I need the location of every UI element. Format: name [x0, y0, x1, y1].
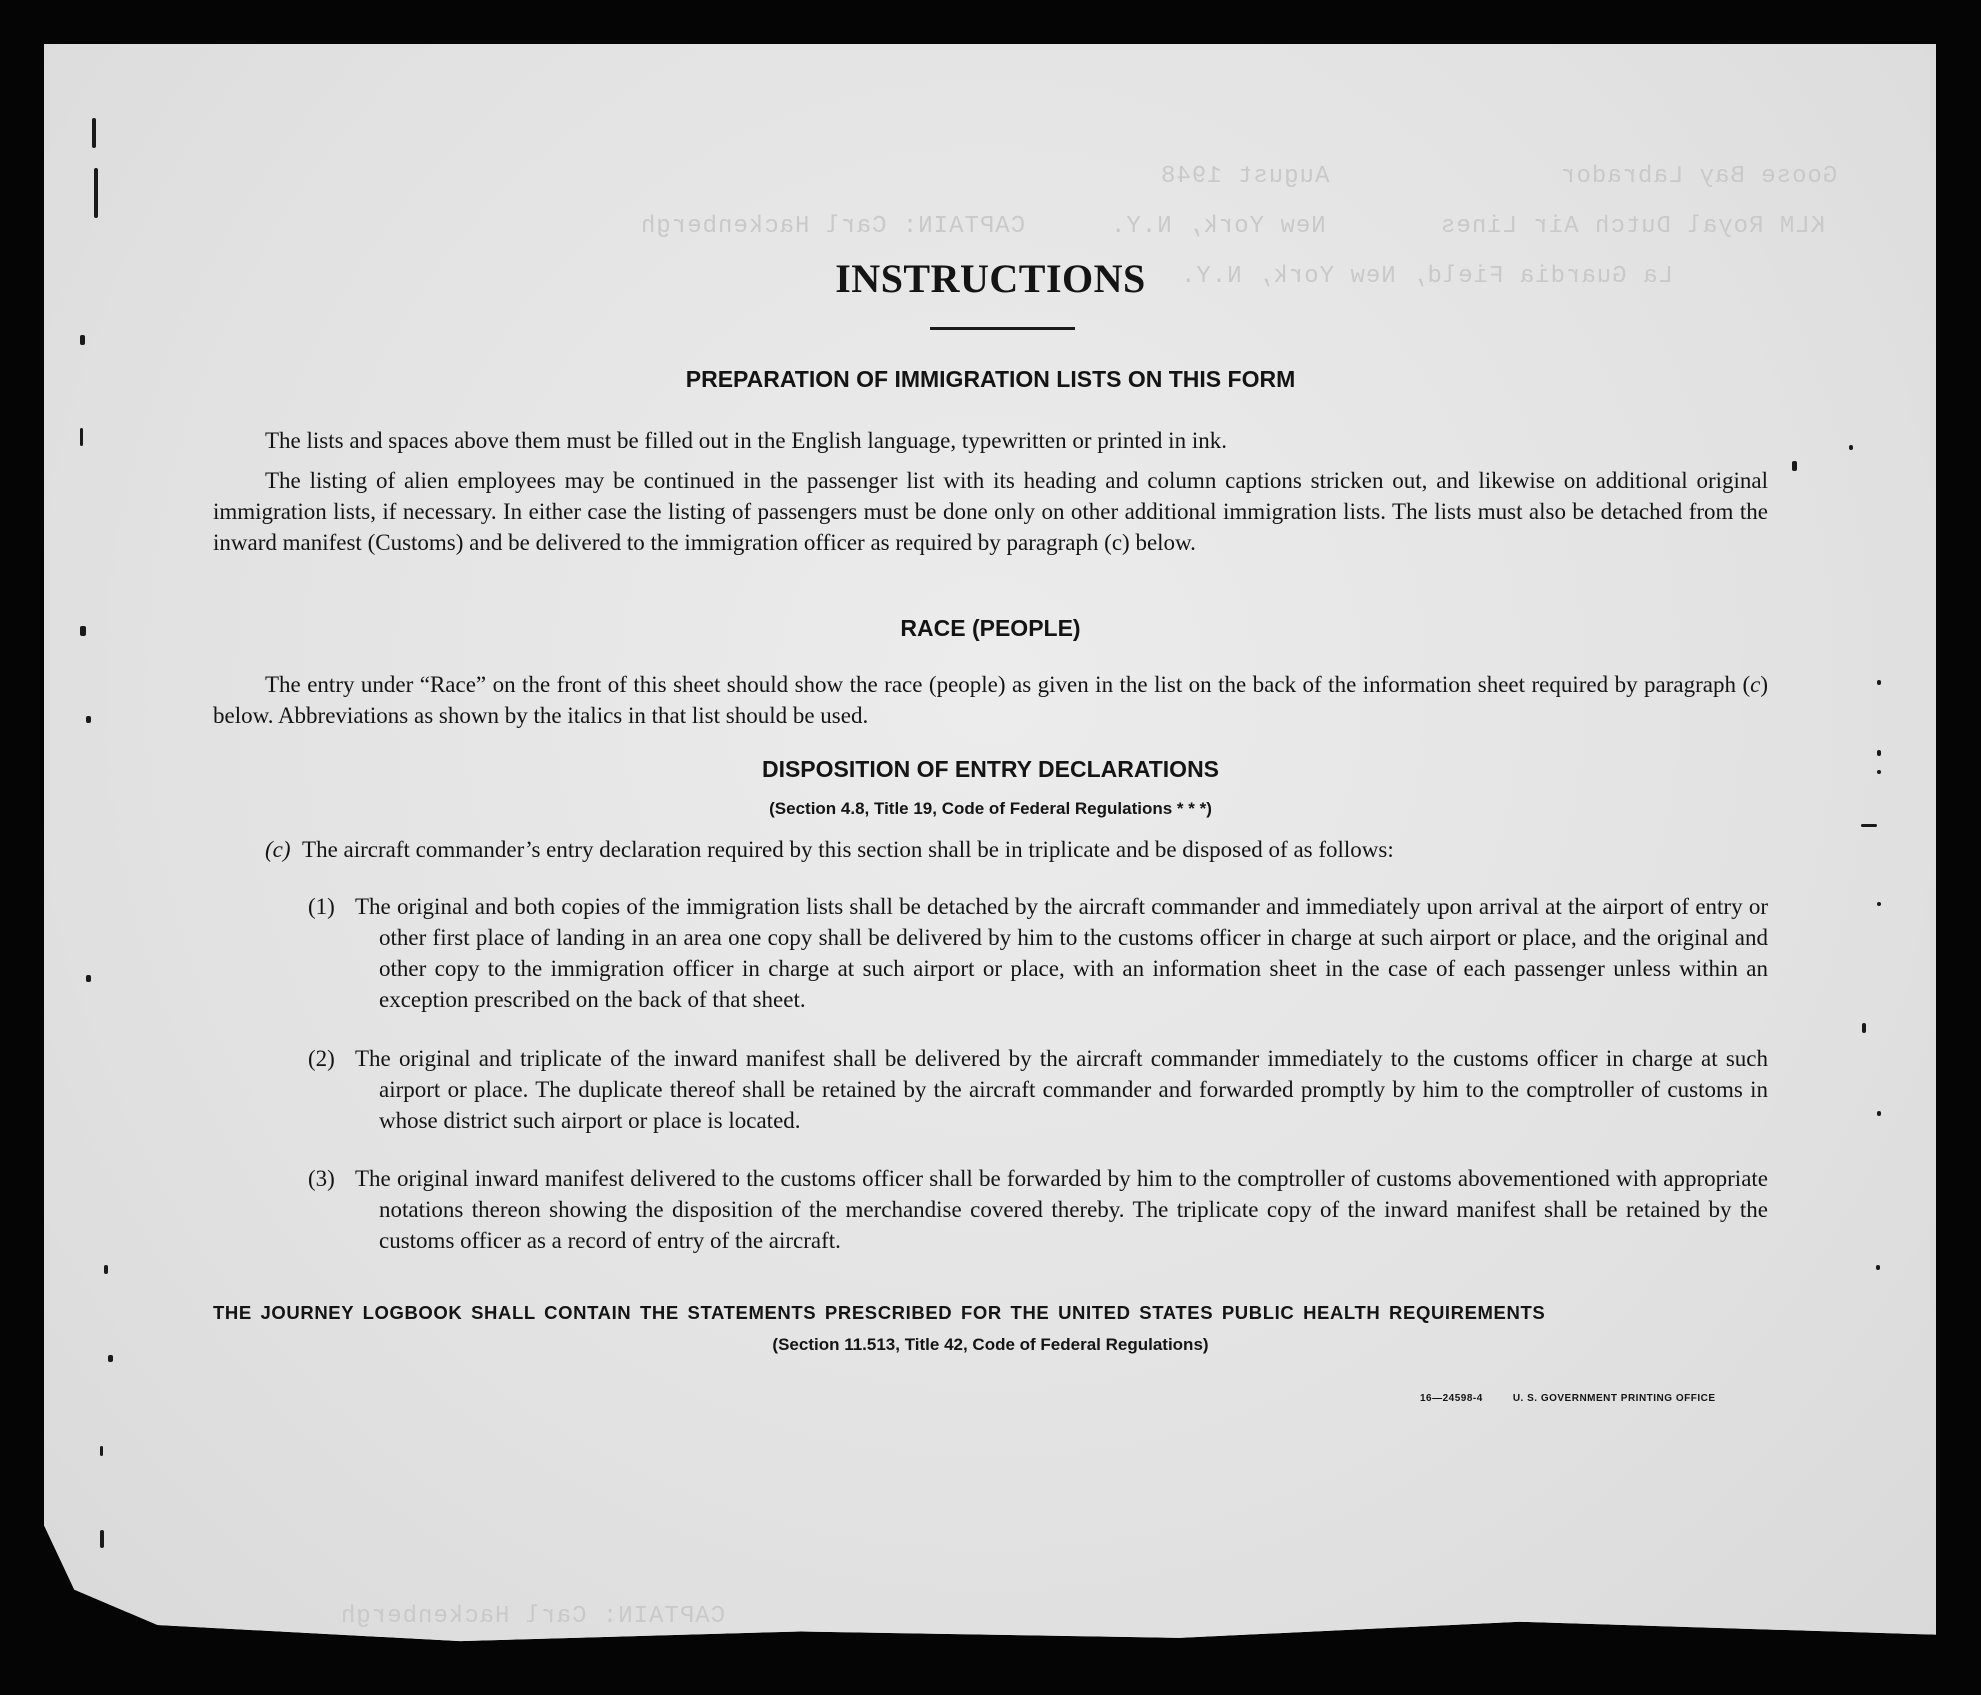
printing-imprint	[1420, 1393, 1716, 1404]
bleed-through-text: CAPTAIN: Carl Hackenbergh	[340, 1603, 726, 1630]
footer-statement: THE JOURNEY LOGBOOK SHALL CONTAIN THE STATEMENTS PRESCRIBED FOR THE UNITED STATES PUBLIC HEALTH REQUIREMENTS	[213, 1302, 1546, 1323]
item-text: The original and triplicate of the inward manifest shall be delivered by the aircraft commander immediately to the customs officer in charge at such airport or place. The duplicate thereof shall be retained by the aircraft commander and forwarded promptly by him to the comptroller of customs in whose district such airport or place is located.	[355, 1046, 1768, 1133]
disposition-item-3	[308, 1163, 1768, 1256]
intro-text: The aircraft commander’s entry declaration required by this section shall be in triplicate and be disposed of as follows:	[302, 837, 1394, 862]
section-heading-preparation: PREPARATION OF IMMIGRATION LISTS ON THIS FORM	[685, 366, 1296, 392]
race-text-b: ) below. Abbreviations as shown by the italics in that list should be used.	[213, 672, 1768, 728]
bleed-through-text: La Guardia Field, New York, N.Y.	[1180, 263, 1673, 290]
print-code: 16—24598-4	[1420, 1393, 1483, 1404]
bleed-through-text: August 1948	[1160, 163, 1330, 190]
disposition-item-2	[308, 1043, 1768, 1136]
item-text: The original inward manifest delivered to the customs officer shall be forwarded by him to the comptroller of customs abovementioned with appropriate notations thereon showing the disposition of the merchandise covered thereby. The triplicate copy of the inward manifest shall be retained by the customs officer as a record of entry of the aircraft.	[355, 1166, 1768, 1253]
page-title: INSTRUCTIONS	[835, 256, 1146, 301]
race-text-a: The entry under “Race” on the front of this sheet should show the race (people) as given in the list on the back of the information sheet required by paragraph (	[265, 672, 1751, 697]
printer-name: U. S. GOVERNMENT PRINTING OFFICE	[1512, 1393, 1716, 1404]
item-number: (3)	[308, 1166, 335, 1191]
section-heading-race: RACE (PEOPLE)	[900, 615, 1081, 641]
disposition-item-1	[308, 891, 1768, 1015]
disposition-citation: (Section 4.8, Title 19, Code of Federal Regulations * * *)	[769, 799, 1212, 818]
bleed-through-text: CAPTAIN: Carl Hackenbergh	[640, 213, 1026, 240]
race-text-c: c	[1750, 672, 1761, 697]
item-number: (2)	[308, 1046, 335, 1071]
bleed-through-text: Goose Bay Labrador	[1560, 163, 1838, 190]
intro-label: (c)	[265, 837, 291, 862]
preparation-paragraph-1: The lists and spaces above them must be filled out in the English language, typewritten or printed in ink.	[265, 428, 1227, 453]
item-number: (1)	[308, 894, 335, 919]
title-underline	[930, 327, 1075, 330]
bleed-through-text: KLM Royal Dutch Air Lines	[1440, 213, 1826, 240]
race-paragraph	[213, 669, 1768, 731]
disposition-intro	[265, 834, 1765, 865]
bleed-through-text: New York, N.Y.	[1110, 213, 1326, 240]
item-text: The original and both copies of the immigration lists shall be detached by the aircraft commander and immediately upon arrival at the airport of entry or other first place of landing in an area one copy shall be delivered by him to the customs officer in charge at such airport or place, and the original and other copy to the immigration officer in charge at such airport or place, with an information sheet in the case of each passenger unless within an exception prescribed on the back of that sheet.	[355, 894, 1768, 1012]
section-heading-disposition: DISPOSITION OF ENTRY DECLARATIONS	[761, 756, 1220, 782]
preparation-paragraph-2: The listing of alien employees may be continued in the passenger list with its heading and column captions stricken out, and likewise on additional original immigration lists, if necessary. In either case the listing of passengers must be done only on other additional immigration lists. The lists must also be detached from the inward manifest (Customs) and be delivered to the immigration officer as required by paragraph (c) below.	[213, 468, 1768, 555]
footer-citation: (Section 11.513, Title 42, Code of Federal Regulations)	[772, 1335, 1209, 1354]
